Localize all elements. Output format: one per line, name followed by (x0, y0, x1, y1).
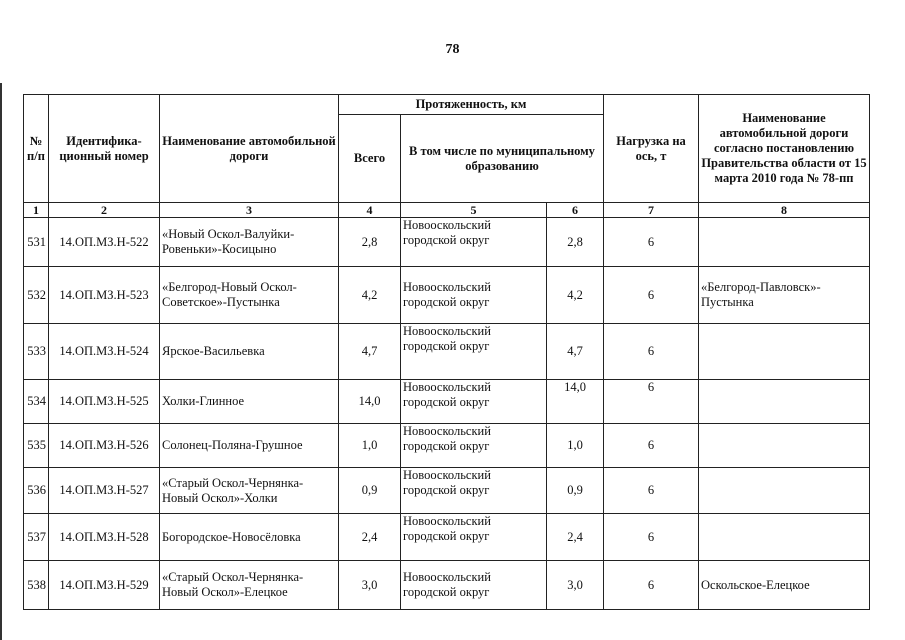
row-municipal-length: 1,0 (547, 424, 604, 468)
table-row (24, 324, 870, 380)
row-total: 1,0 (339, 424, 401, 468)
table-row (24, 380, 870, 424)
table-body (24, 218, 870, 610)
row-total: 2,8 (339, 218, 401, 267)
row-road-name: «Старый Оскол-Чернянка-Новый Оскол»-Холки (160, 468, 339, 514)
table-header (24, 95, 870, 218)
row-municipality: Новооскольский городской округ (401, 324, 547, 380)
row-municipal-length: 4,7 (547, 324, 604, 380)
row-municipal-length: 2,8 (547, 218, 604, 267)
page-number: 78 (445, 42, 460, 57)
row-no: 533 (24, 324, 49, 380)
row-resolution-name (699, 380, 870, 424)
row-road-name: «Новый Оскол-Валуйки-Ровеньки»-Косицыно (160, 218, 339, 267)
table-row (24, 514, 870, 561)
row-no: 535 (24, 424, 49, 468)
roads-table (23, 94, 870, 610)
header-total: Всего (339, 115, 401, 203)
row-road-name: Солонец-Поляна-Грушное (160, 424, 339, 468)
row-axle-load: 6 (604, 267, 699, 324)
row-total: 2,4 (339, 514, 401, 561)
row-municipality: Новооскольский городской округ (401, 424, 547, 468)
row-resolution-name: Оскольское-Елецкое (699, 561, 870, 610)
header-municipal: В том числе по муниципальному образованию (401, 115, 604, 203)
header-resolution-name: Наименование автомобильной дороги согласно постановлению Правительства области от 15 марта 2010 года № 78-пп (699, 95, 870, 203)
column-numbers-row (24, 203, 870, 218)
row-road-name: Богородское-Новосёловка (160, 514, 339, 561)
row-axle-load: 6 (604, 218, 699, 267)
row-axle-load: 6 (604, 324, 699, 380)
row-id: 14.ОП.МЗ.Н-526 (49, 424, 160, 468)
column-number: 3 (160, 203, 339, 218)
header-road-name: Наименование автомобильной дороги (160, 95, 339, 203)
row-no: 531 (24, 218, 49, 267)
table-row (24, 468, 870, 514)
header-length: Протяженность, км (339, 95, 604, 115)
row-municipality: Новооскольский городской округ (401, 218, 547, 267)
row-total: 0,9 (339, 468, 401, 514)
row-total: 4,2 (339, 267, 401, 324)
row-id: 14.ОП.МЗ.Н-522 (49, 218, 160, 267)
row-no: 537 (24, 514, 49, 561)
row-id: 14.ОП.МЗ.Н-529 (49, 561, 160, 610)
page-edge-line (0, 83, 2, 640)
column-number: 2 (49, 203, 160, 218)
row-no: 534 (24, 380, 49, 424)
header-id: Идентифика-ционный номер (49, 95, 160, 203)
row-municipality: Новооскольский городской округ (401, 514, 547, 561)
row-id: 14.ОП.МЗ.Н-527 (49, 468, 160, 514)
row-municipal-length: 0,9 (547, 468, 604, 514)
row-id: 14.ОП.МЗ.Н-523 (49, 267, 160, 324)
row-resolution-name (699, 324, 870, 380)
table-row (24, 267, 870, 324)
header-axle-load: Нагрузка на ось, т (604, 95, 699, 203)
row-no: 536 (24, 468, 49, 514)
column-number: 1 (24, 203, 49, 218)
table-row (24, 424, 870, 468)
row-axle-load: 6 (604, 468, 699, 514)
column-number: 6 (547, 203, 604, 218)
row-municipality: Новооскольский городской округ (401, 561, 547, 610)
row-road-name: Холки-Глинное (160, 380, 339, 424)
row-id: 14.ОП.МЗ.Н-524 (49, 324, 160, 380)
row-id: 14.ОП.МЗ.Н-525 (49, 380, 160, 424)
header-no: № п/п (24, 95, 49, 203)
row-municipal-length: 2,4 (547, 514, 604, 561)
row-axle-load: 6 (604, 380, 699, 424)
column-number: 7 (604, 203, 699, 218)
row-total: 4,7 (339, 324, 401, 380)
row-municipality: Новооскольский городской округ (401, 468, 547, 514)
row-resolution-name (699, 514, 870, 561)
row-road-name: «Белгород-Новый Оскол-Советское»-Пустынка (160, 267, 339, 324)
row-municipal-length: 3,0 (547, 561, 604, 610)
column-number: 4 (339, 203, 401, 218)
row-axle-load: 6 (604, 424, 699, 468)
row-total: 3,0 (339, 561, 401, 610)
row-resolution-name: «Белгород-Павловск»-Пустынка (699, 267, 870, 324)
row-municipality: Новооскольский городской округ (401, 380, 547, 424)
row-no: 532 (24, 267, 49, 324)
row-total: 14,0 (339, 380, 401, 424)
column-number: 5 (401, 203, 547, 218)
row-no: 538 (24, 561, 49, 610)
row-axle-load: 6 (604, 561, 699, 610)
row-resolution-name (699, 218, 870, 267)
row-id: 14.ОП.МЗ.Н-528 (49, 514, 160, 561)
row-municipal-length: 4,2 (547, 267, 604, 324)
row-resolution-name (699, 468, 870, 514)
row-resolution-name (699, 424, 870, 468)
row-road-name: Ярское-Васильевка (160, 324, 339, 380)
table-row (24, 561, 870, 610)
column-number: 8 (699, 203, 870, 218)
table-row (24, 218, 870, 267)
row-municipal-length: 14,0 (547, 380, 604, 424)
row-road-name: «Старый Оскол-Чернянка-Новый Оскол»-Елецкое (160, 561, 339, 610)
row-axle-load: 6 (604, 514, 699, 561)
row-municipality: Новооскольский городской округ (401, 267, 547, 324)
